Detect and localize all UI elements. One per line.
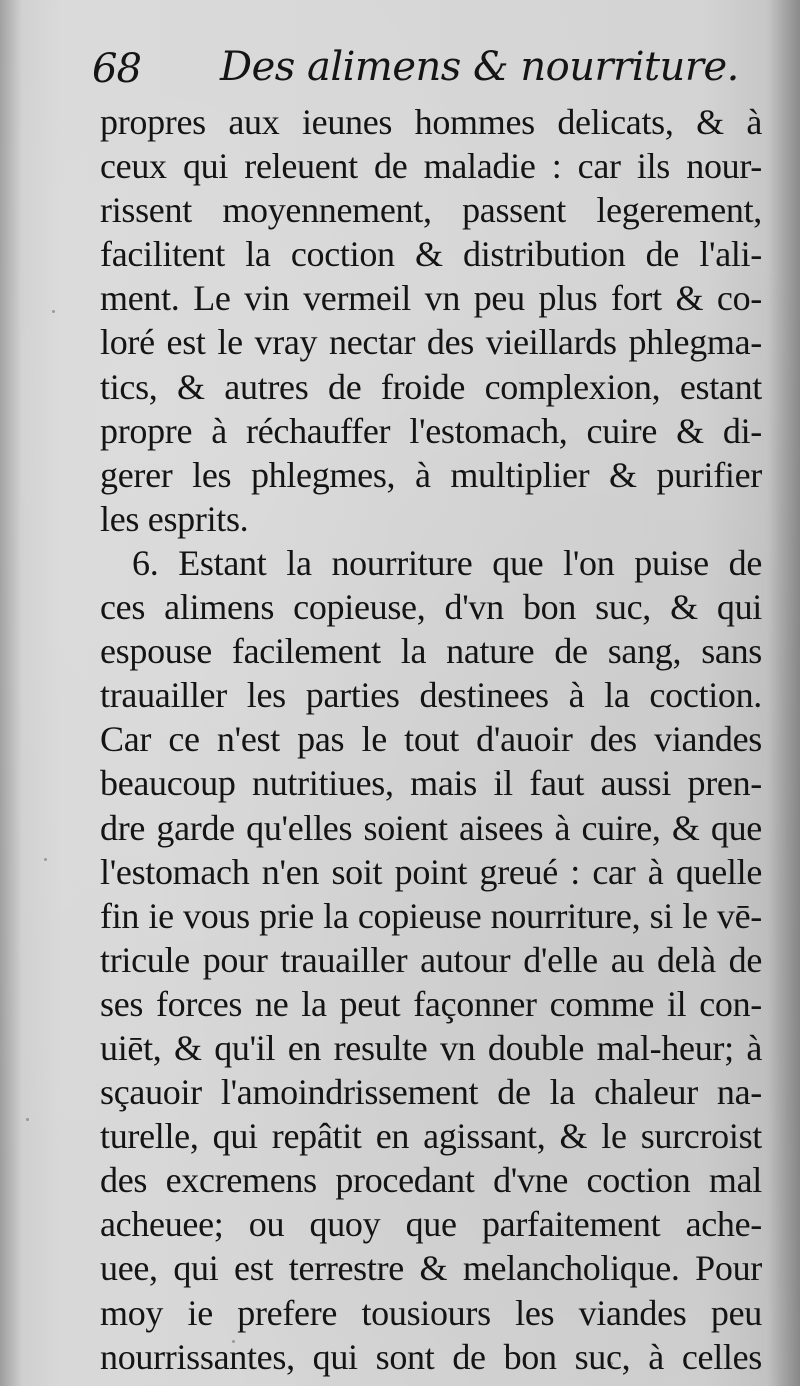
text-line: rissent moyennement, passent legerement, [100,190,762,231]
text-line: propre à réchauffer l'estomach, cuire & di- [100,410,762,451]
text-line: ceux qui releuent de maladie : car ils nour- [100,146,762,187]
paper-speck [52,310,55,313]
text-line: l'estomach n'en soit point greué : car à quelle [100,851,762,892]
paper-speck [232,1340,235,1343]
text-line: moy ie prefere tousiours les viandes peu [100,1292,762,1333]
paragraph-start-line: 6. Estant la nourriture que l'on puise de [132,542,762,583]
text-line: nourrissantes, qui sont de bon suc, à celles [100,1336,762,1377]
page-number: 68 [92,46,141,92]
text-line: fin ie vous prie la copieuse nourriture, si le vē- [100,895,762,936]
text-line: loré est le vray nectar des vieillards phlegma- [100,322,762,363]
text-line: beaucoup nutritiues, mais il faut aussi pren- [100,763,762,804]
text-line: acheuee; ou quoy que parfaitement ache- [100,1204,762,1245]
text-line: tricule pour trauailler autour d'elle au delà de [100,939,762,980]
text-line: espouse facilement la nature de sang, sans [100,631,762,672]
page-header [92,40,752,100]
text-line: les esprits. [100,498,249,539]
text-line: facilitent la coction & distribution de l'ali- [100,234,762,275]
text-line: ment. Le vin vermeil vn peu plus fort & co- [100,278,762,319]
running-head: Des alimens & nourriture. [220,44,739,90]
body-text [100,100,762,1379]
page-edge-shadow [766,0,800,1386]
text-line: uee, qui est terrestre & melancholique. Pour [100,1248,762,1289]
text-line: tics, & autres de froide complexion, estant [100,366,762,407]
text-line: turelle, qui repâtit en agissant, & le surcroist [100,1116,762,1157]
text-line: ses forces ne la peut façonner comme il con- [100,983,762,1024]
paper-speck [610,1362,613,1365]
paper-speck [44,858,47,861]
paper-speck [26,1118,29,1121]
text-line: gerer les phlegmes, à multiplier & purifier [100,454,762,495]
text-line: des excremens procedant d'vne coction mal [100,1160,762,1201]
text-line: Car ce n'est pas le tout d'auoir des viandes [100,719,762,760]
text-line: uiēt, & qu'il en resulte vn double mal-heur; à [100,1027,762,1068]
text-line: dre garde qu'elles soient aisees à cuire, & que [100,807,762,848]
text-line: ces alimens copieuse, d'vn bon suc, & qui [100,587,762,628]
text-line: propres aux ieunes hommes delicats, & à [100,102,762,142]
text-line: trauailler les parties destinees à la coction. [100,675,762,716]
text-line: sçauoir l'amoindrissement de la chaleur na- [100,1072,762,1113]
